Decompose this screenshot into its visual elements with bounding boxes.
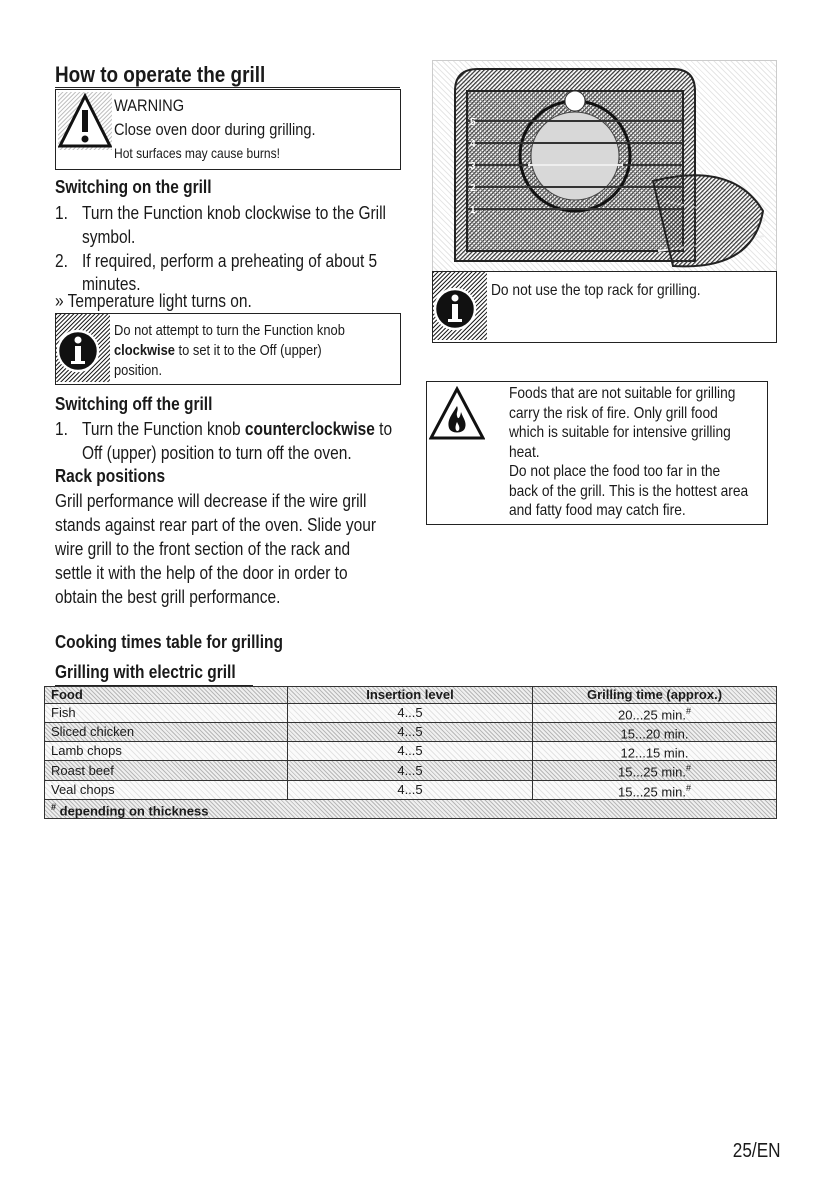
level-cell: 4...5: [288, 722, 533, 741]
grill-subheading: Grilling with electric grill: [55, 662, 236, 682]
footnote-mark: #: [685, 705, 691, 716]
rack-label-5: 5: [470, 117, 476, 128]
step-text-part: to: [374, 419, 393, 439]
level-cell: 4...5: [288, 703, 533, 722]
switch-off-heading: Switching off the grill: [55, 394, 213, 414]
fire-warning-line: which is suitable for intensive grilling: [509, 424, 731, 441]
fire-warning-line: Foods that are not suitable for grilling: [509, 385, 736, 402]
time-value: 15...25 min.: [618, 784, 686, 800]
step-number: 1.: [55, 203, 68, 223]
step-text-part: Turn the Function knob: [82, 419, 245, 439]
table-row: [45, 722, 777, 741]
switch-on-heading: Switching on the grill: [55, 177, 212, 197]
fire-warning-line: heat.: [509, 443, 540, 461]
info-note-box: [55, 313, 401, 385]
info-text: position.: [114, 362, 163, 379]
rack-paragraph-line: Grill performance will decrease if the wire grill: [55, 491, 367, 511]
step-result: » Temperature light turns on.: [55, 291, 252, 311]
time-value: 15...25 min.: [618, 764, 686, 780]
fire-warning-line: back of the grill. This is the hottest area: [509, 482, 749, 500]
table-row: [45, 703, 777, 722]
table-row: [45, 761, 777, 780]
footnote-mark: #: [685, 763, 691, 774]
food-cell: Lamb chops: [45, 742, 288, 761]
step-number: 2.: [55, 251, 68, 271]
cooking-times-table: [44, 686, 777, 819]
rack-label-1: 1: [470, 205, 476, 216]
step-text: Turn the Function knob clockwise to the Grill: [82, 203, 387, 223]
table-footnote-row: [45, 800, 777, 819]
table-header-row: [45, 687, 777, 704]
info-icon: [56, 314, 110, 378]
time-value: 20...25 min.: [618, 706, 686, 722]
step-number: 1.: [55, 419, 68, 439]
warning-heading: WARNING: [114, 96, 185, 115]
fire-warning-line: Do not place the food too far in the: [509, 463, 721, 480]
table-row: [45, 742, 777, 761]
food-cell: Fish: [45, 703, 288, 722]
info-text: Do not use the top rack for grilling.: [491, 282, 701, 299]
footnote-text: depending on thickness: [59, 803, 209, 819]
footnote-mark: #: [51, 802, 57, 813]
footnote-cell: [45, 800, 777, 819]
level-cell: 4...5: [288, 780, 533, 799]
fire-warning-line: and fatty food may catch fire.: [509, 502, 686, 519]
warning-text: Close oven door during grilling.: [114, 120, 316, 139]
column-header: Grilling time (approx.): [533, 687, 777, 704]
page-number: 25/EN: [733, 1140, 781, 1162]
page-title: How to operate the grill: [55, 62, 266, 87]
rack-label-4: 4: [470, 139, 476, 150]
info-note-box: [432, 271, 777, 343]
time-cell: [533, 722, 777, 741]
step-text: minutes.: [82, 274, 141, 294]
emphasis: counterclockwise: [244, 419, 375, 439]
time-cell: [533, 742, 777, 761]
rack-paragraph-line: stands against rear part of the oven. Slide your: [55, 515, 376, 535]
time-value: 15...20 min.: [620, 726, 689, 742]
fire-warning-box: [426, 381, 768, 525]
time-value: 12...15 min.: [620, 745, 689, 761]
info-icon: [433, 272, 487, 336]
rack-paragraph-line: settle it with the help of the door in order to: [55, 563, 348, 583]
title-underline: [55, 87, 400, 88]
rack-paragraph-line: obtain the best grill performance.: [55, 587, 281, 607]
info-text-rest: to set it to the Off (upper): [174, 342, 322, 359]
cooking-times-heading: Cooking times table for grilling: [55, 632, 283, 652]
warning-triangle-icon: [58, 92, 112, 150]
fire-hazard-icon: [429, 386, 485, 442]
time-cell: [533, 703, 777, 722]
oven-illustration: [432, 60, 777, 274]
emphasis: clockwise: [114, 342, 175, 359]
food-cell: Sliced chicken: [45, 722, 288, 741]
food-cell: Veal chops: [45, 780, 288, 799]
time-cell: [533, 761, 777, 780]
rack-heading: Rack positions: [55, 466, 166, 486]
warning-box: [55, 89, 401, 170]
column-header: Insertion level: [288, 687, 533, 704]
rack-label-3: 3: [470, 161, 476, 172]
rack-label-2: 2: [470, 183, 476, 194]
fire-warning-line: carry the risk of fire. Only grill food: [509, 404, 718, 422]
step-text: symbol.: [82, 227, 136, 247]
step-text: If required, perform a preheating of about 5: [82, 251, 378, 271]
level-cell: 4...5: [288, 761, 533, 780]
food-cell: Roast beef: [45, 761, 288, 780]
column-header: Food: [45, 687, 288, 704]
step-text: Off (upper) position to turn off the oven.: [82, 443, 352, 463]
info-text: [114, 340, 322, 361]
level-cell: 4...5: [288, 742, 533, 761]
oven-drawing: [433, 61, 776, 273]
step-text: [82, 417, 392, 441]
warning-subtext: Hot surfaces may cause burns!: [114, 145, 280, 161]
rack-paragraph-line: wire grill to the front section of the rack and: [55, 539, 351, 559]
footnote-mark: #: [685, 782, 691, 793]
info-text: Do not attempt to turn the Function knob: [114, 322, 345, 339]
table-row: [45, 780, 777, 799]
time-cell: [533, 780, 777, 799]
